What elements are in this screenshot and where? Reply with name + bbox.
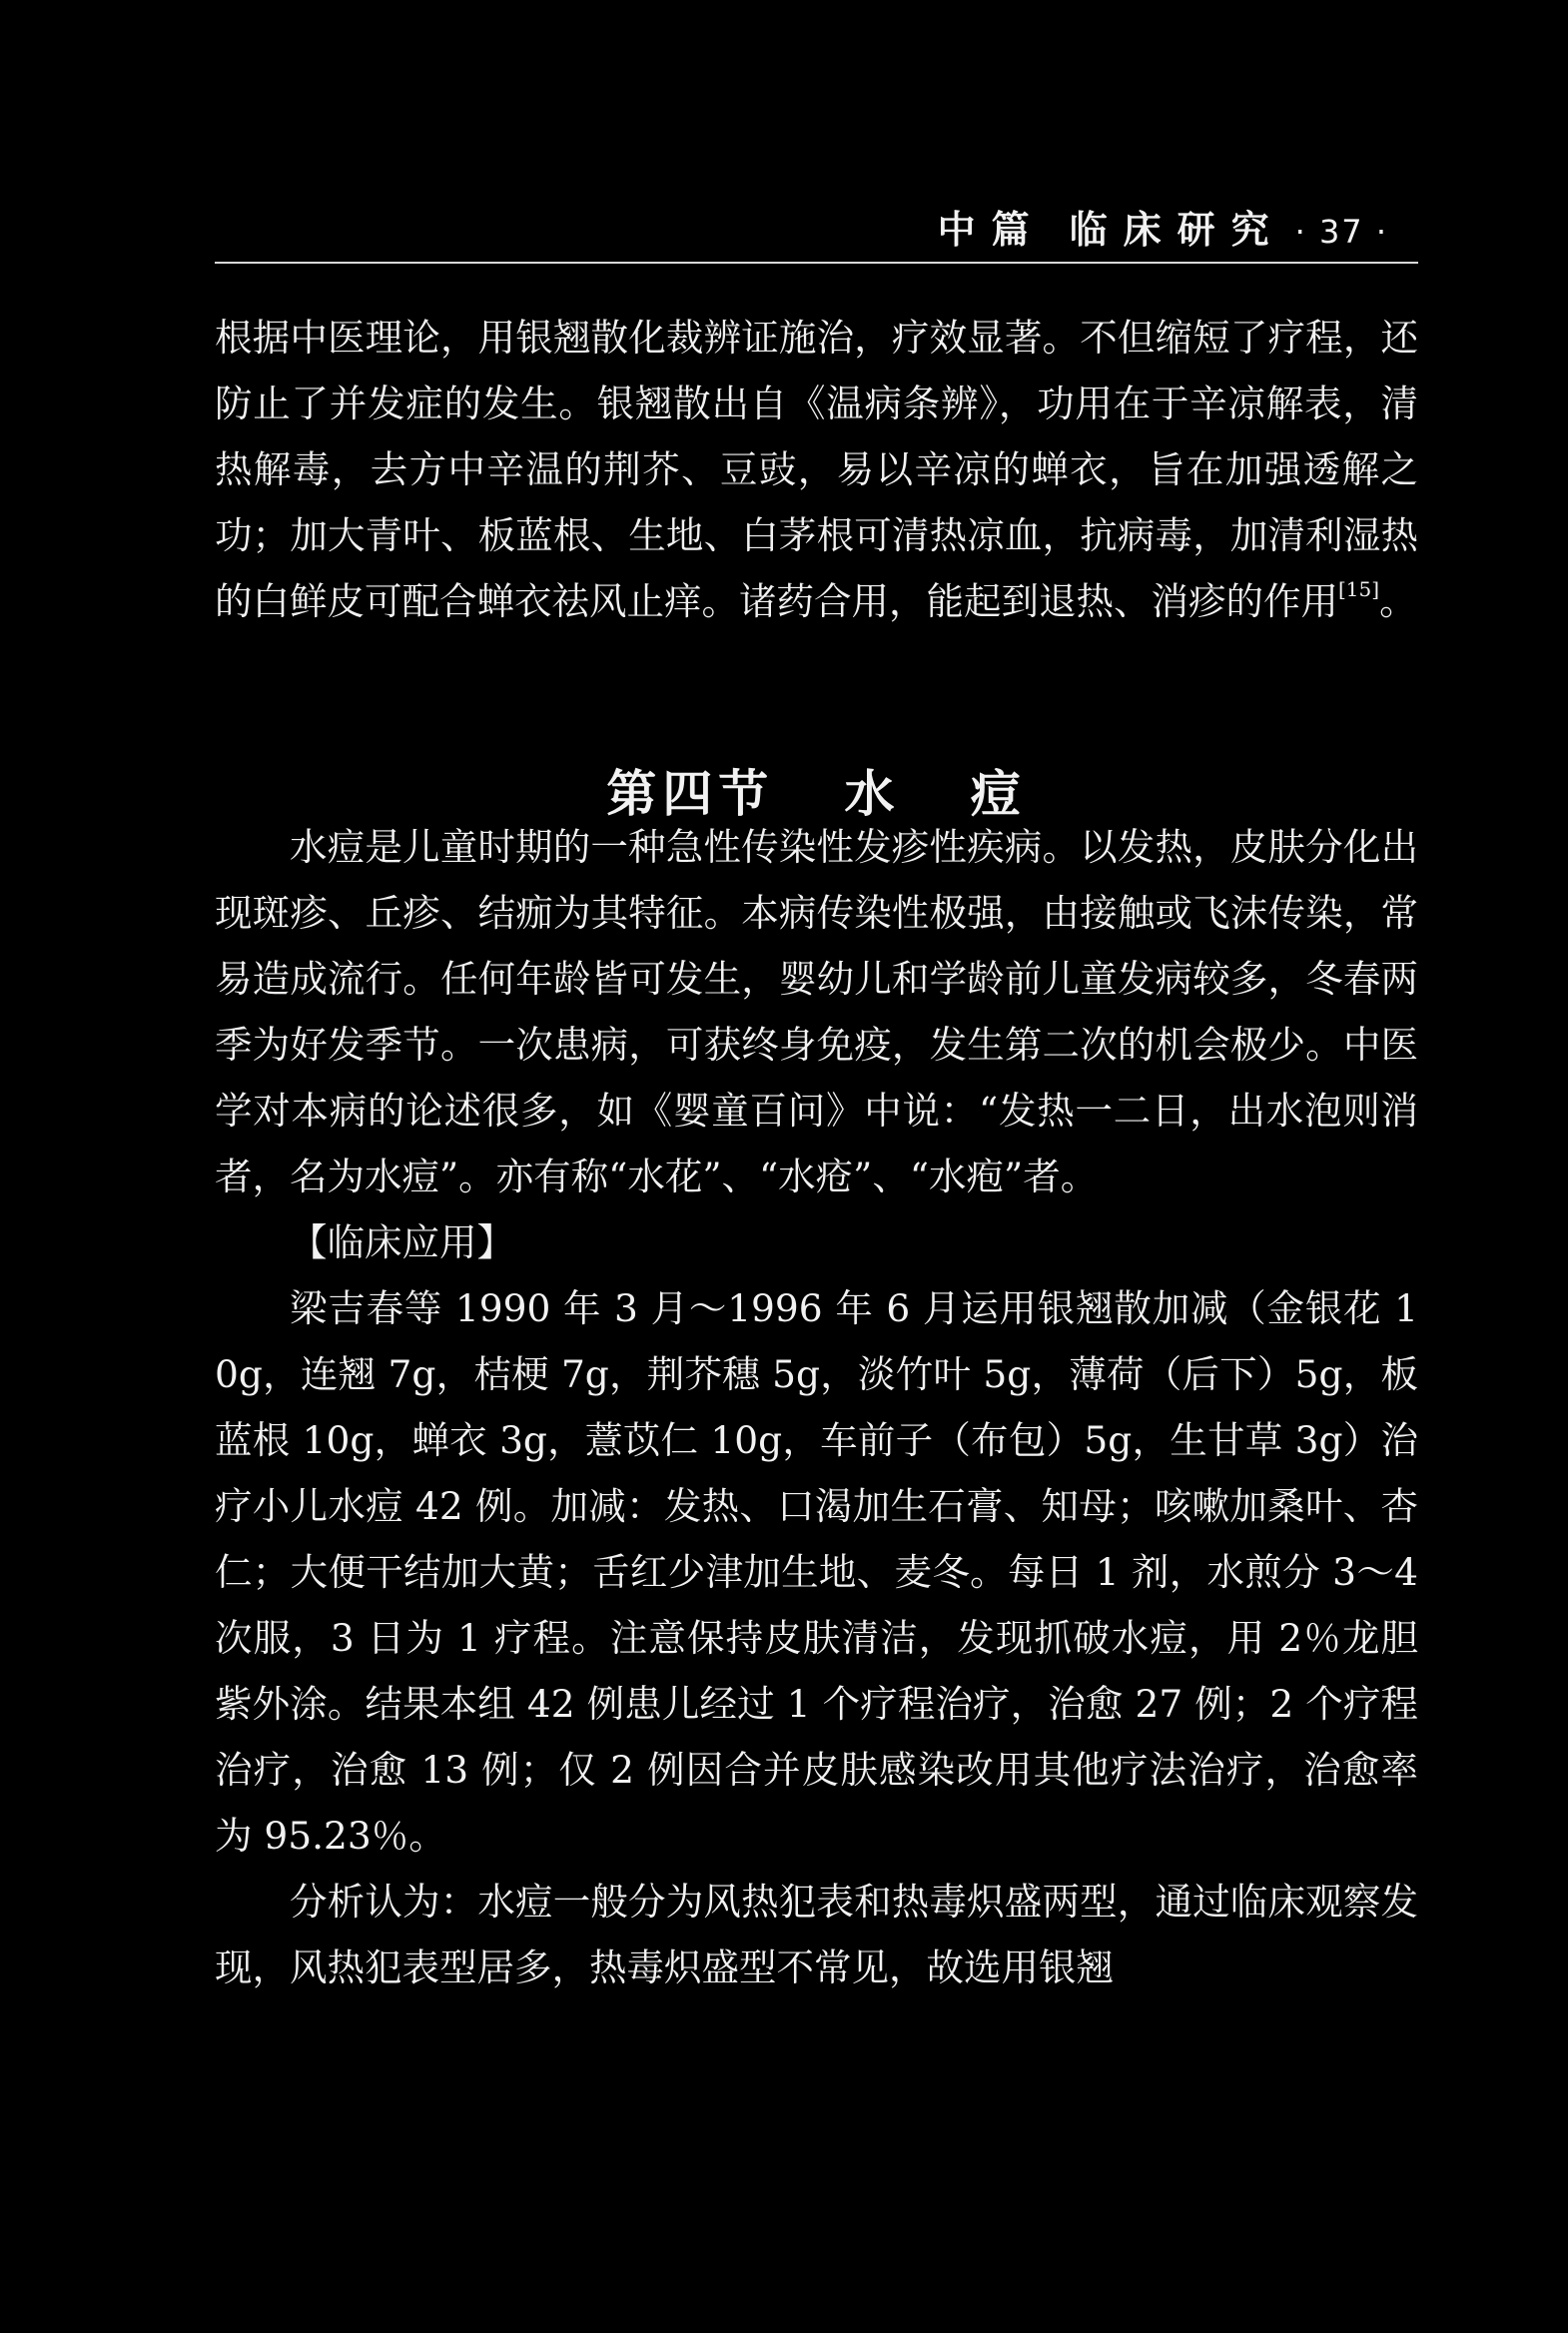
continued-text-block	[215, 305, 1418, 634]
header-rule	[215, 262, 1418, 264]
header-text	[938, 199, 1388, 254]
clinical-heading: 【临床应用】	[290, 1220, 514, 1264]
paragraph-clinical: 梁吉春等 1990 年 3 月～1996 年 6 月运用银翘散加减（金银花 10g，连翘 7g，桔梗 7g，荆芥穗 5g，淡竹叶 5g，薄荷（后下）5g，板蓝根 10g，蝉衣 3g，薏苡仁 10g，车前子（布包）5g，生甘草 3g）治疗小儿水痘 42 例。加减：发热、口渴加生石膏、知母；咳嗽加桑叶、杏仁；大便干结加大黄；舌红少津加生地、麦冬。每日 1 剂，水煎分 3～4 次服，3 日为 1 疗程。注意保持皮肤清洁，发现抓破水痘，用 2％龙胆紫外涂。结果本组 42 例患儿经过 1 个疗程治疗，治愈 27 例；2 个疗程治疗，治愈 13 例；仅 2 例因合并皮肤感染改用其他疗法治疗，治愈率为 95.23％。	[215, 1286, 1418, 1858]
citation-ref: [15]	[1338, 577, 1380, 601]
paragraph-text: 根据中医理论，用银翘散化裁辨证施治，疗效显著。不但缩短了疗程，还防止了并发症的发生。银翘散出自《温病条辨》，功用在于辛凉解表，清热解毒，去方中辛温的荆芥、豆豉，易以辛凉的蝉衣，旨在加强透解之功；加大青叶、板蓝根、生地、白茅根可清热凉血，抗病毒，加清利湿热的白鲜皮可配合蝉衣祛风止痒。诸药合用，能起到退热、消疹的作用	[215, 316, 1418, 623]
paragraph-end: 。	[1379, 579, 1417, 623]
header-section: 中篇	[937, 207, 1046, 252]
paragraph-intro: 水痘是儿童时期的一种急性传染性发疹性疾病。以发热，皮肤分化出现斑疹、丘疹、结痂为其特征。本病传染性极强，由接触或飞沫传染，常易造成流行。任何年龄皆可发生，婴幼儿和学龄前儿童发病较多，冬春两季为好发季节。一次患病，可获终身免疫，发生第二次的机会极少。中医学对本病的论述很多，如《婴童百问》中说：“发热一二日，出水泡则消者，名为水痘”。亦有称“水花”、“水疮”、“水疱”者。	[215, 825, 1418, 1198]
running-header	[215, 195, 1418, 252]
section-body	[215, 814, 1418, 2000]
page-number: · 37 ·	[1294, 213, 1388, 251]
section-title: 第四节 水 痘	[606, 763, 1027, 823]
paragraph-continued	[215, 305, 1418, 634]
header-subtitle: 临床研究	[1069, 207, 1285, 252]
paragraph-analysis: 分析认为：水痘一般分为风热犯表和热毒炽盛两型，通过临床观察发现，风热犯表型居多，热毒炽盛型不常见，故选用银翘	[215, 1880, 1418, 1989]
